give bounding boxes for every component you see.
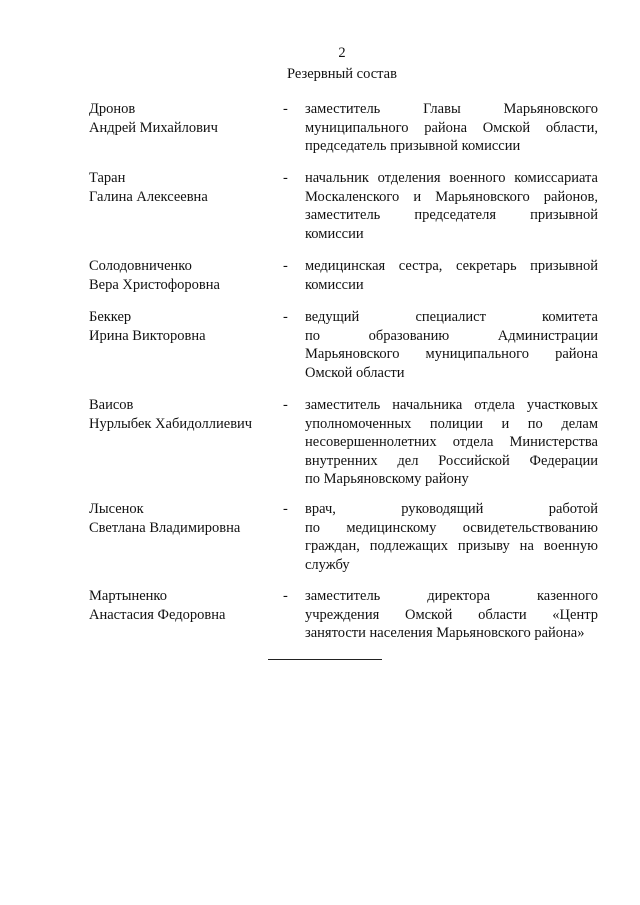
member-name: [89, 587, 279, 624]
dash-separator: -: [283, 258, 288, 274]
dash-separator: -: [283, 588, 288, 604]
member-surname: Таран: [89, 170, 126, 186]
dash-separator: -: [283, 397, 288, 413]
dash-separator: -: [283, 501, 288, 517]
dash-separator: -: [283, 309, 288, 325]
role-line: заместитель директора казенного: [305, 588, 598, 604]
role-line: заместитель Главы Марьяновского: [305, 101, 598, 117]
role-line: граждан, подлежащих призыву на военную: [305, 538, 598, 554]
role-line: муниципального района Омской области,: [305, 119, 598, 136]
role-line: медицинская сестра, секретарь призывной: [305, 258, 598, 274]
role-line: ведущий специалист комитета: [305, 309, 598, 325]
role-line: Омской области: [305, 364, 405, 381]
member-name: [89, 100, 279, 137]
page-number: 2: [338, 45, 346, 61]
role-line: службу: [305, 556, 350, 573]
role-line: председатель призывной комиссии: [305, 138, 521, 154]
member-name: [89, 396, 279, 433]
member-given-names: Анастасия Федоровна: [89, 606, 226, 623]
dash-separator: -: [283, 170, 288, 186]
member-given-names: Андрей Михайлович: [89, 119, 218, 136]
member-given-names: Галина Алексеевна: [89, 188, 208, 205]
member-name: [89, 257, 279, 294]
member-surname: Дронов: [89, 101, 136, 117]
role-line: несовершеннолетних отдела Министерства: [305, 434, 598, 450]
member-given-names: Ирина Викторовна: [89, 327, 206, 344]
role-line: по медицинскому освидетельствованию: [305, 519, 598, 536]
member-given-names: Вера Христофоровна: [89, 276, 220, 293]
member-surname: Солодовниченко: [89, 258, 192, 274]
role-line: заместитель председателя призывной: [305, 207, 598, 223]
member-role: [305, 396, 598, 489]
role-line: по Марьяновскому району: [305, 471, 469, 487]
member-given-names: Нурлыбек Хабидоллиевич: [89, 415, 253, 432]
role-line: начальник отделения военного комиссариата: [305, 170, 598, 186]
member-surname: Мартыненко: [89, 588, 167, 604]
member-role: [305, 587, 598, 643]
member-role: [305, 308, 598, 382]
member-name: [89, 308, 279, 345]
member-role: [305, 100, 598, 156]
role-line: комиссии: [305, 276, 364, 293]
dash-separator: -: [283, 101, 288, 117]
role-line: учреждения Омской области «Центр: [305, 606, 598, 623]
role-line: внутренних дел Российской Федерации: [305, 452, 598, 469]
member-surname: Лысенок: [89, 501, 144, 517]
member-given-names: Светлана Владимировна: [89, 519, 241, 536]
role-line: уполномоченных полиции и по делам: [305, 415, 598, 432]
member-surname: Ваисов: [89, 397, 134, 413]
role-line: занятости населения Марьяновского района»: [305, 625, 585, 641]
member-name: [89, 169, 279, 206]
role-line: Марьяновского муниципального района: [305, 346, 598, 362]
page-title: Резервный состав: [287, 66, 397, 82]
member-name: [89, 500, 279, 537]
role-line: по образованию Администрации: [305, 327, 598, 344]
member-role: [305, 257, 598, 294]
member-role: [305, 169, 598, 243]
role-line: комиссии: [305, 225, 364, 242]
role-line: Москаленского и Марьяновского районов,: [305, 188, 598, 205]
role-line: врач, руководящий работой: [305, 501, 598, 517]
member-role: [305, 500, 598, 574]
closing-rule: [268, 659, 382, 660]
role-line: заместитель начальника отдела участковых: [305, 397, 598, 413]
member-surname: Беккер: [89, 309, 132, 325]
